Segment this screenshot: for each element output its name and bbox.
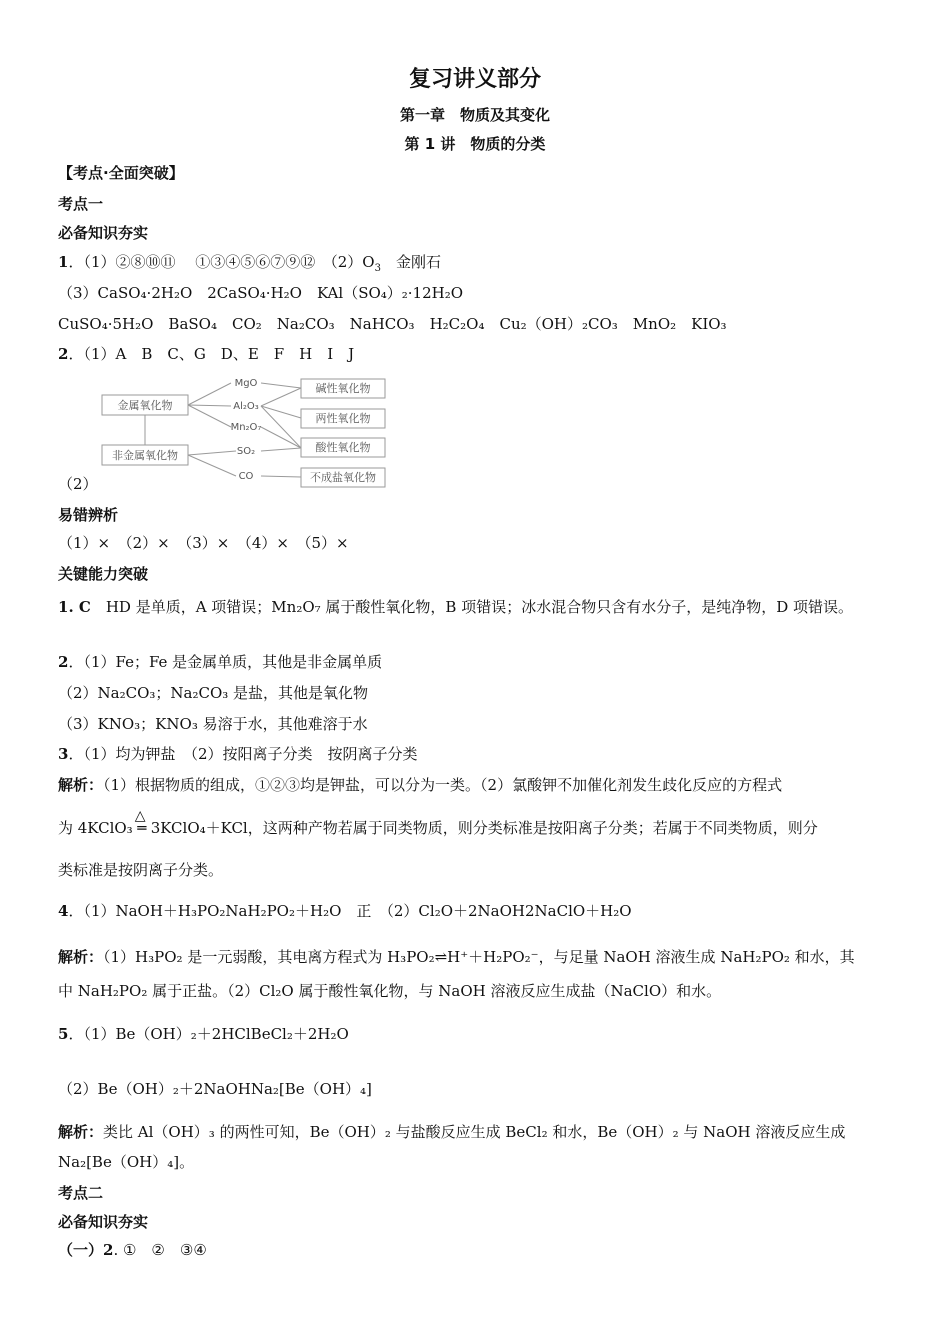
item2-line2: （2） — [58, 475, 98, 493]
k1-paragraph — [58, 593, 886, 622]
diagram-mid-1: Al₂O₃ — [233, 401, 259, 412]
item2-line1 — [58, 344, 354, 364]
item-number: 3 — [58, 745, 69, 763]
item-number: 2 — [103, 1241, 114, 1259]
item-number: 4 — [58, 902, 69, 920]
k5-line2: （2）Be（OH）₂＋2NaOHNa₂[Be（OH）₄] — [58, 1080, 372, 1098]
yicuo-answers: （1）× （2）× （3）× （4）× （5）× — [58, 534, 349, 552]
kaodian2-heading: 考点二 — [58, 1184, 104, 1202]
k5-text-1: ．（1）Be（OH）₂＋2HClBeCl₂＋2H₂O — [68, 1025, 349, 1043]
lecture-title: 第 1 讲 物质的分类 — [404, 135, 546, 153]
k4-line1 — [58, 901, 632, 921]
bibei-heading: 必备知识夯实 — [58, 224, 149, 242]
diagram-right-3: 不成盐氧化物 — [310, 471, 376, 484]
k1-answer: . C — [68, 598, 91, 616]
kaodian2-part-label: （一） — [58, 1241, 104, 1259]
k3-jiexi-line1 — [58, 775, 782, 795]
oxide-classification-diagram — [96, 368, 396, 493]
k2-line1 — [58, 652, 382, 672]
k5-jiexi-text-1: 类比 Al（OH）₃ 的两性可知，Be（OH）₂ 与盐酸反应生成 BeCl₂ 和水，Be（OH）₂ 与 NaOH 溶液反应生成 — [103, 1123, 846, 1141]
kaodian2-answers: . ① ② ③④ — [113, 1241, 207, 1259]
diagram-right-2: 酸性氧化物 — [315, 441, 371, 454]
diagram-label-nonmetal-oxide: 非金属氧化物 — [112, 449, 178, 462]
k3-jiexi-text-2a: 为 4KClO₃ — [58, 819, 133, 837]
guanjian-heading: 关键能力突破 — [58, 565, 149, 583]
item1-text-c: 金刚石 — [380, 253, 441, 271]
k4-text-1: ．（1）NaOH＋H₃PO₂NaH₂PO₂＋H₂O 正 （2）Cl₂O＋2NaOH2NaClO＋H₂O — [68, 902, 632, 920]
k5-line1 — [58, 1024, 349, 1044]
k2-line2: （2）Na₂CO₃；Na₂CO₃ 是盐，其他是氧化物 — [58, 684, 369, 702]
section-heading: 【考点·全面突破】 — [58, 164, 184, 182]
kaodian2-line1 — [58, 1240, 207, 1260]
item-number: 2 — [58, 653, 69, 671]
jiexi-label: 解析： — [58, 776, 104, 794]
diagram-mid-3: SO₂ — [236, 446, 256, 457]
k3-jiexi-text-2b: 3KClO₄＋KCl，这两种产物若属于同类物质，则分类标准是按阳离子分类；若属于不同类物质，则分 — [150, 819, 818, 837]
item1-line3: CuSO₄·5H₂O BaSO₄ CO₂ Na₂CO₃ NaHCO₃ H₂C₂O₄ Cu₂（OH）₂CO₃ MnO₂ KIO₃ — [58, 315, 727, 333]
k2-line3: （3）KNO₃；KNO₃ 易溶于水，其他难溶于水 — [58, 715, 368, 733]
jiexi-label: 解析： — [58, 948, 104, 966]
item2-text: ．（1）A B C、G D、E F H I J — [68, 345, 355, 363]
item1-line2: （3）CaSO₄·2H₂O 2CaSO₄·H₂O KAl（SO₄）₂·12H₂O — [58, 284, 464, 302]
kaodian2-bibei-heading: 必备知识夯实 — [58, 1213, 149, 1231]
diagram-mid-0: MgO — [234, 378, 258, 389]
jiexi-label: 解析： — [58, 1123, 104, 1141]
chapter-title: 第一章 物质及其变化 — [399, 106, 550, 124]
k4-jiexi-line1 — [58, 947, 855, 967]
yicuo-heading: 易错辨析 — [58, 506, 119, 524]
k2-text-1: ．（1）Fe；Fe 是金属单质，其他是非金属单质 — [68, 653, 383, 671]
item-number: 2 — [58, 345, 69, 363]
diagram-right-0: 碱性氧化物 — [315, 382, 371, 395]
heat-equals-sign: △ ═ — [134, 808, 147, 837]
item1-text-a: ．（1）②⑧⑩⑪ ①③④⑤⑥⑦⑨⑫ （2）O — [68, 253, 375, 271]
k3-jiexi-line3: 类标准是按阴离子分类。 — [58, 861, 224, 879]
k1-text: HD 是单质，A 项错误；Mn₂O₇ 属于酸性氧化物，B 项错误；冰水混合物只含有水分子，是纯净物，D 项错误。 — [90, 598, 854, 616]
k5-jiexi-line1 — [58, 1122, 845, 1142]
k4-jiexi-line2: 中 NaH₂PO₂ 属于正盐。（2）Cl₂O 属于酸性氧化物，与 NaOH 溶液反应生成盐（NaClO）和水。 — [58, 982, 722, 1000]
diagram-mid-2: Mn₂O₇ — [230, 422, 262, 433]
k3-jiexi-line2 — [58, 808, 818, 838]
diagram-mid-4: CO — [238, 471, 254, 482]
item-number: 1 — [58, 598, 69, 616]
page-title: 复习讲义部分 — [408, 67, 541, 92]
k3-jiexi-text-1: （1）根据物质的组成，①②③均是钾盐，可以分为一类。（2）氯酸钾不加催化剂发生歧化反应的方程式 — [103, 776, 783, 794]
item1-sub: 3 — [374, 263, 381, 274]
k3-line1 — [58, 744, 418, 764]
diagram-right-1: 两性氧化物 — [315, 412, 371, 425]
k5-jiexi-line2: Na₂[Be（OH）₄]。 — [58, 1153, 195, 1171]
item-number: 5 — [58, 1025, 69, 1043]
delta-symbol: △ — [134, 808, 146, 824]
item1-line1 — [58, 252, 441, 279]
diagram-label-metal-oxide: 金属氧化物 — [117, 399, 173, 412]
k4-jiexi-text-1: （1）H₃PO₂ 是一元弱酸，其电离方程式为 H₃PO₂⇌H⁺＋H₂PO₂⁻，与足量 NaOH 溶液生成 NaH₂PO₂ 和水，其 — [103, 948, 855, 966]
kaodian1-heading: 考点一 — [58, 195, 104, 213]
item-number: 1 — [58, 253, 69, 271]
k3-text-1: ．（1）均为钾盐 （2）按阳离子分类 按阴离子分类 — [68, 745, 418, 763]
